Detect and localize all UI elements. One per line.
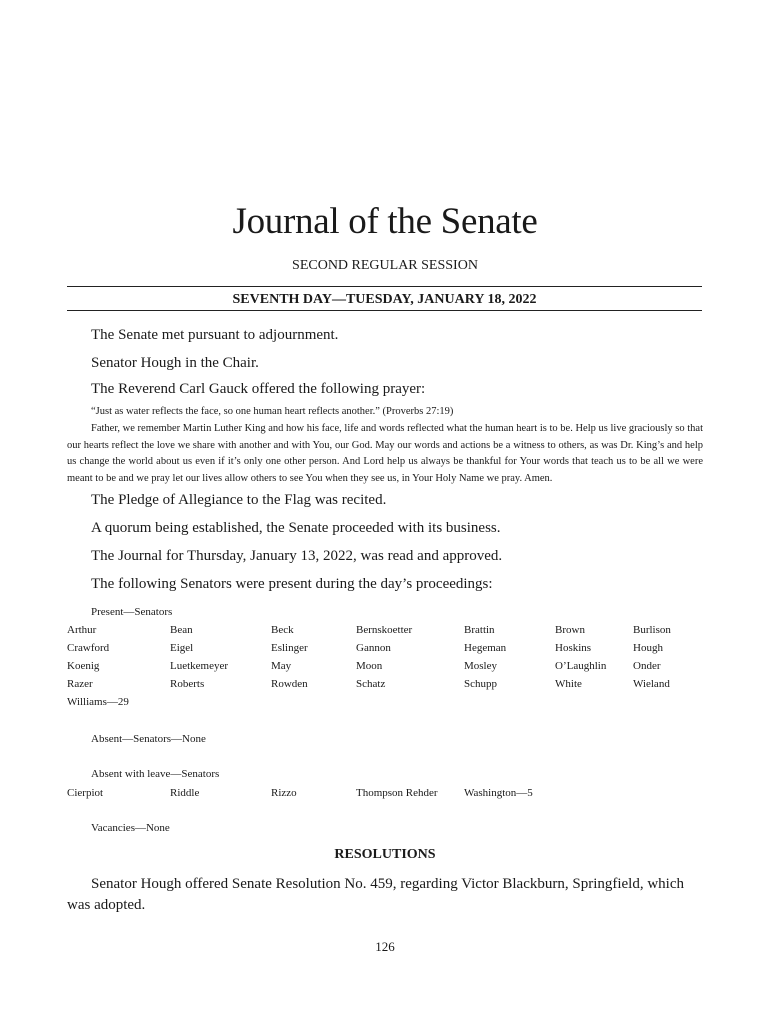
bottom-rule — [67, 310, 702, 311]
page-number: 126 — [375, 939, 395, 954]
senator-name: Moon — [356, 660, 383, 672]
senator-name: Schatz — [356, 678, 386, 690]
senator-name: May — [271, 660, 292, 672]
roll-row — [67, 657, 707, 675]
senator-name: White — [555, 678, 582, 690]
roll-row — [67, 621, 707, 639]
senator-name: Gannon — [356, 642, 391, 654]
prayer-quote: “Just as water reflects the face, so one human heart reflects another.” (Proverbs 27:19) — [91, 406, 454, 417]
senator-name: Williams—29 — [67, 696, 129, 708]
senator-name: Burlison — [633, 624, 671, 636]
proceedings-paragraph: The following Senators were present during the day’s proceedings: — [91, 576, 493, 592]
opening-paragraph: Senator Hough in the Chair. — [91, 355, 259, 371]
senator-name: Washington—5 — [464, 787, 533, 799]
day-heading: SEVENTH DAY—TUESDAY, JANUARY 18, 2022 — [232, 292, 537, 307]
opening-paragraph: The Reverend Carl Gauck offered the following prayer: — [91, 381, 426, 397]
senator-name: Hoskins — [555, 642, 592, 654]
senator-name: Rizzo — [271, 787, 297, 799]
senator-name: Eslinger — [271, 642, 308, 654]
opening-paragraph: The Senate met pursuant to adjournment. — [91, 327, 339, 343]
prayer-text: Father, we remember Martin Luther King and how his face, life and words reflected what the human heart is to be. Help us live graciously so that our hearts reflect the love we share with another and with You, our God. May our words and actions be a witness to others, as was Dr. King’s and help us change the world about us even if it’s only one other person. And Lord help us always be thankful for Your words that teach us to be all we were meant to be and we pray let our lives allow others to see You when they see us, in Your Holy Name we pray. Amen. — [67, 423, 703, 484]
senator-name: Schupp — [464, 678, 497, 690]
senator-name: Bernskoetter — [356, 624, 413, 636]
roll-row — [67, 693, 707, 711]
top-rule — [67, 286, 702, 287]
senator-name: Crawford — [67, 642, 110, 654]
senator-name: Mosley — [464, 660, 497, 672]
senator-name: Bean — [170, 624, 193, 636]
senator-name: Brown — [555, 624, 585, 636]
resolutions-heading: RESOLUTIONS — [334, 847, 436, 862]
senator-name: Luetkemeyer — [170, 660, 229, 672]
senator-name: Rowden — [271, 678, 308, 690]
senator-name: Riddle — [170, 787, 200, 799]
senator-name: Arthur — [67, 624, 97, 636]
senator-name: Beck — [271, 624, 294, 636]
senator-name: Brattin — [464, 624, 495, 636]
proceedings-paragraph: A quorum being established, the Senate proceeded with its business. — [91, 520, 501, 536]
journal-title: Journal of the Senate — [232, 201, 538, 242]
senator-name: Onder — [633, 660, 661, 672]
absent-with-leave-list — [67, 784, 707, 802]
proceedings-paragraph: The Journal for Thursday, January 13, 2022, was read and approved. — [91, 548, 503, 564]
senator-name: Hough — [633, 642, 663, 654]
present-label: Present—Senators — [91, 606, 173, 618]
senator-name: Hegeman — [464, 642, 507, 654]
senator-name: Roberts — [170, 678, 205, 690]
present-senators-list — [67, 621, 707, 711]
roll-row — [67, 675, 707, 693]
absent-with-leave-label: Absent with leave—Senators — [91, 768, 220, 780]
senator-name: Wieland — [633, 678, 670, 690]
senator-name: Eigel — [170, 642, 194, 654]
senator-name: Koenig — [67, 660, 100, 672]
senator-name: Cierpiot — [67, 787, 104, 799]
senator-name: Thompson Rehder — [356, 787, 438, 799]
session-label: SECOND REGULAR SESSION — [292, 258, 478, 273]
resolution-paragraph: Senator Hough offered Senate Resolution No. 459, regarding Victor Blackburn, Springfield, which was adopted. — [67, 876, 685, 913]
roll-row — [67, 784, 707, 802]
vacancies-label: Vacancies—None — [91, 822, 170, 834]
absent-label: Absent—Senators—None — [91, 733, 206, 745]
roll-row — [67, 639, 707, 657]
senator-name: Razer — [67, 678, 93, 690]
senator-name: O’Laughlin — [555, 660, 607, 672]
proceedings-paragraph: The Pledge of Allegiance to the Flag was recited. — [91, 492, 387, 508]
